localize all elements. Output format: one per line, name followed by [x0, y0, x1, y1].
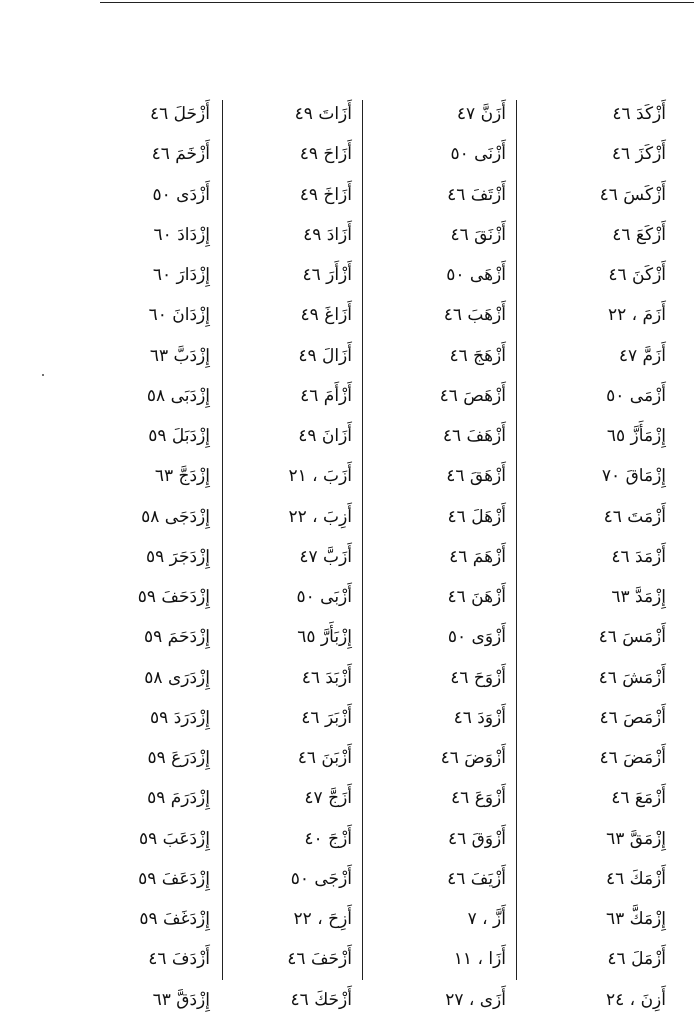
index-column-4: [526, 94, 666, 1010]
index-entry: أَزْخَمَ ٤٦: [151, 144, 210, 165]
index-entry: إِزْدَحَمَ ٥٩: [144, 627, 210, 648]
index-entry: أَزْبَدَ ٤٦: [301, 667, 352, 688]
index-entry: أَزَاحَ ٤٩: [299, 144, 352, 165]
index-entry: أَزْمَى ٥٠: [606, 385, 666, 406]
index-entry: أَزَبَ ، ٢١: [288, 466, 352, 487]
page-speck: [42, 374, 44, 376]
index-entry: أَزْكَعَ ٤٦: [612, 224, 666, 245]
index-entry: إِزْدَبَّ ٦٣: [149, 345, 210, 366]
index-entry: أَزِنَ ، ٢٤: [606, 989, 666, 1010]
index-entry: أَزْمَكَ ٤٦: [605, 868, 666, 889]
index-entry: أَزْكَسَ ٤٦: [599, 184, 666, 205]
index-entry: أَزْحَكَ ٤٦: [290, 989, 352, 1010]
index-entry: أَزْتَفَ ٤٦: [447, 184, 506, 205]
index-entry: إِزْدَرَعَ ٥٩: [147, 748, 210, 768]
index-entry: أَزَا ، ١١: [453, 949, 506, 970]
index-entry: إِزْمَاقَ ٧٠: [601, 466, 666, 487]
index-entry: أَزْمَصَ ٤٦: [599, 707, 666, 728]
index-entry: إِزْدَبَلَ ٥٩: [148, 426, 210, 446]
column-divider: [222, 100, 223, 980]
index-entry: أَزْهَفَ ٤٦: [442, 426, 506, 446]
index-entry: أَزْمَضَ ٤٦: [599, 748, 666, 768]
index-entry: أَزَمَّ ٤٧: [618, 345, 666, 366]
index-entry: إِزْدَادَ ٦٠: [153, 224, 210, 245]
index-entry: أَزْبَنَ ٤٦: [297, 748, 352, 768]
index-entry: أَزْهَقَ ٤٦: [446, 466, 506, 487]
index-entry: أَزْبَرَ ٤٦: [301, 707, 352, 728]
index-entry: أَزِبَ ، ٢٢: [288, 506, 352, 527]
index-entry: إِزْدَعَفَ ٥٩: [138, 868, 210, 889]
index-entry: أَزْأَمَ ٤٦: [300, 385, 352, 406]
index-entry: إِزْدَانَ ٦٠: [148, 305, 210, 326]
index-entry: أَزْجَى ٥٠: [290, 868, 352, 889]
index-entry: أَزَمَ ، ٢٢: [607, 305, 666, 326]
index-entry: أَزَنَّ ٤٧: [456, 104, 506, 124]
index-entry: أَزْدَى ٥٠: [152, 184, 210, 205]
index-entry: أَزَاخَ ٤٩: [299, 184, 352, 205]
index-entry: أَزَانَ ٤٩: [298, 426, 352, 446]
index-entry: إِزْدَرَدَ ٥٩: [150, 707, 210, 728]
index-entry: إِزْدَرَمَ ٥٩: [147, 788, 210, 809]
index-column-2: [232, 94, 352, 1010]
index-entry: أَزْمَسَ ٤٦: [598, 627, 666, 648]
index-entry: إِزْدَحَفَ ٥٩: [137, 587, 210, 607]
index-entry: أَزْدَفَ ٤٦: [148, 949, 210, 970]
index-entry: إِزْمَكَّ ٦٣: [605, 909, 666, 929]
index-entry: إِزْدَجَى ٥٨: [141, 506, 210, 527]
index-entry: إِزْمَدَّ ٦٣: [611, 587, 666, 607]
index-entry: إِزْمَأَزَّ ٦٥: [606, 426, 666, 446]
column-divider: [362, 100, 363, 980]
index-entry: أَزْوَقَ ٤٦: [447, 828, 506, 849]
index-entry: أَزْوَى ٥٠: [447, 627, 506, 648]
index-entry: أَزَادَ ٤٩: [303, 224, 352, 245]
index-entry: أَزْمَشَ ٤٦: [598, 667, 666, 688]
index-entry: أَزْحَفَ ٤٦: [287, 949, 352, 970]
index-entry: إِزْمَقَّ ٦٣: [606, 828, 666, 849]
index-entry: أَزْمَتَ ٤٦: [603, 506, 666, 527]
index-entry: أَزَاغَ ٤٩: [300, 305, 352, 326]
index-entry: أَزْيَفَ ٤٦: [447, 868, 506, 889]
index-entry: أَزْوَحَ ٤٦: [450, 667, 506, 688]
index-entry: أَزْمَعَ ٤٦: [611, 788, 666, 809]
index-entry: أَزْكَزَ ٤٦: [611, 144, 666, 165]
column-divider: [516, 100, 517, 980]
index-entry: أَزْوَضَ ٤٦: [440, 748, 506, 768]
index-entry: أَزَبَّ ٤٧: [299, 546, 352, 567]
index-entry: إِزْدَرَى ٥٨: [144, 667, 210, 688]
index-entry: أَزْهَنَ ٤٦: [447, 587, 506, 607]
index-entry: أَزْمَدَ ٤٦: [611, 546, 666, 567]
index-entry: أَزْهَجَ ٤٦: [449, 345, 506, 366]
index-entry: إِزْدَبَى ٥٨: [146, 385, 210, 406]
index-entry: أَزْأَرَ ٤٦: [302, 265, 352, 285]
index-entry: إِزْبَأَرَّ ٦٥: [297, 627, 352, 648]
index-entry: أَزَاتَ ٤٩: [294, 104, 352, 124]
index-entry: إِزْدَارَ ٦٠: [152, 265, 210, 285]
index-entry: أَزْهَبَ ٤٦: [443, 305, 506, 326]
index-column-1: [110, 94, 210, 1010]
index-entry: أَزْجَ ٤٠: [304, 828, 352, 849]
index-entry: أَزْهَى ٥٠: [446, 265, 506, 285]
index-entry: أَزْنَى ٥٠: [450, 144, 506, 165]
index-entry: أَزْهَلَ ٤٦: [447, 506, 506, 527]
index-entry: أَزْهَصَ ٤٦: [439, 385, 506, 406]
index-entry: أَزْكَنَ ٤٦: [608, 265, 666, 285]
index-entry: أَزْحَلَ ٤٦: [150, 104, 210, 124]
index-entry: أَزْمَلَ ٤٦: [607, 949, 666, 970]
index-entry: أَزْوَدَ ٤٦: [453, 707, 506, 728]
index-entry: إِزْدَعَبَ ٥٩: [138, 828, 210, 849]
index-entry: أَزْهَمَ ٤٦: [449, 546, 506, 567]
index-entry: أَزَجَّ ٤٧: [304, 788, 352, 809]
index-entry: إِزْدَقَّ ٦٣: [152, 989, 210, 1010]
index-entry: أَزْكَدَ ٤٦: [612, 104, 666, 124]
index-entry: أَزَالَ ٤٩: [298, 345, 352, 366]
index-column-3: [372, 94, 506, 1010]
index-entry: أَزِحَ ، ٢٢: [293, 909, 352, 929]
index-entry: أَزْوَعَ ٤٦: [451, 788, 506, 809]
top-rule: [100, 2, 694, 3]
index-entry: أَزَى ، ٢٧: [445, 989, 506, 1010]
index-entry: إِزْدَجَّ ٦٣: [154, 466, 210, 487]
index-entry: إِزْدَجَرَ ٥٩: [145, 546, 210, 567]
index-entry: أَزْبَى ٥٠: [296, 587, 352, 607]
index-entry: أَزَّ ، ٧: [467, 909, 506, 929]
index-entry: إِزْدَغَفَ ٥٩: [139, 909, 210, 929]
index-entry: أَزْنَقَ ٤٦: [450, 224, 506, 245]
